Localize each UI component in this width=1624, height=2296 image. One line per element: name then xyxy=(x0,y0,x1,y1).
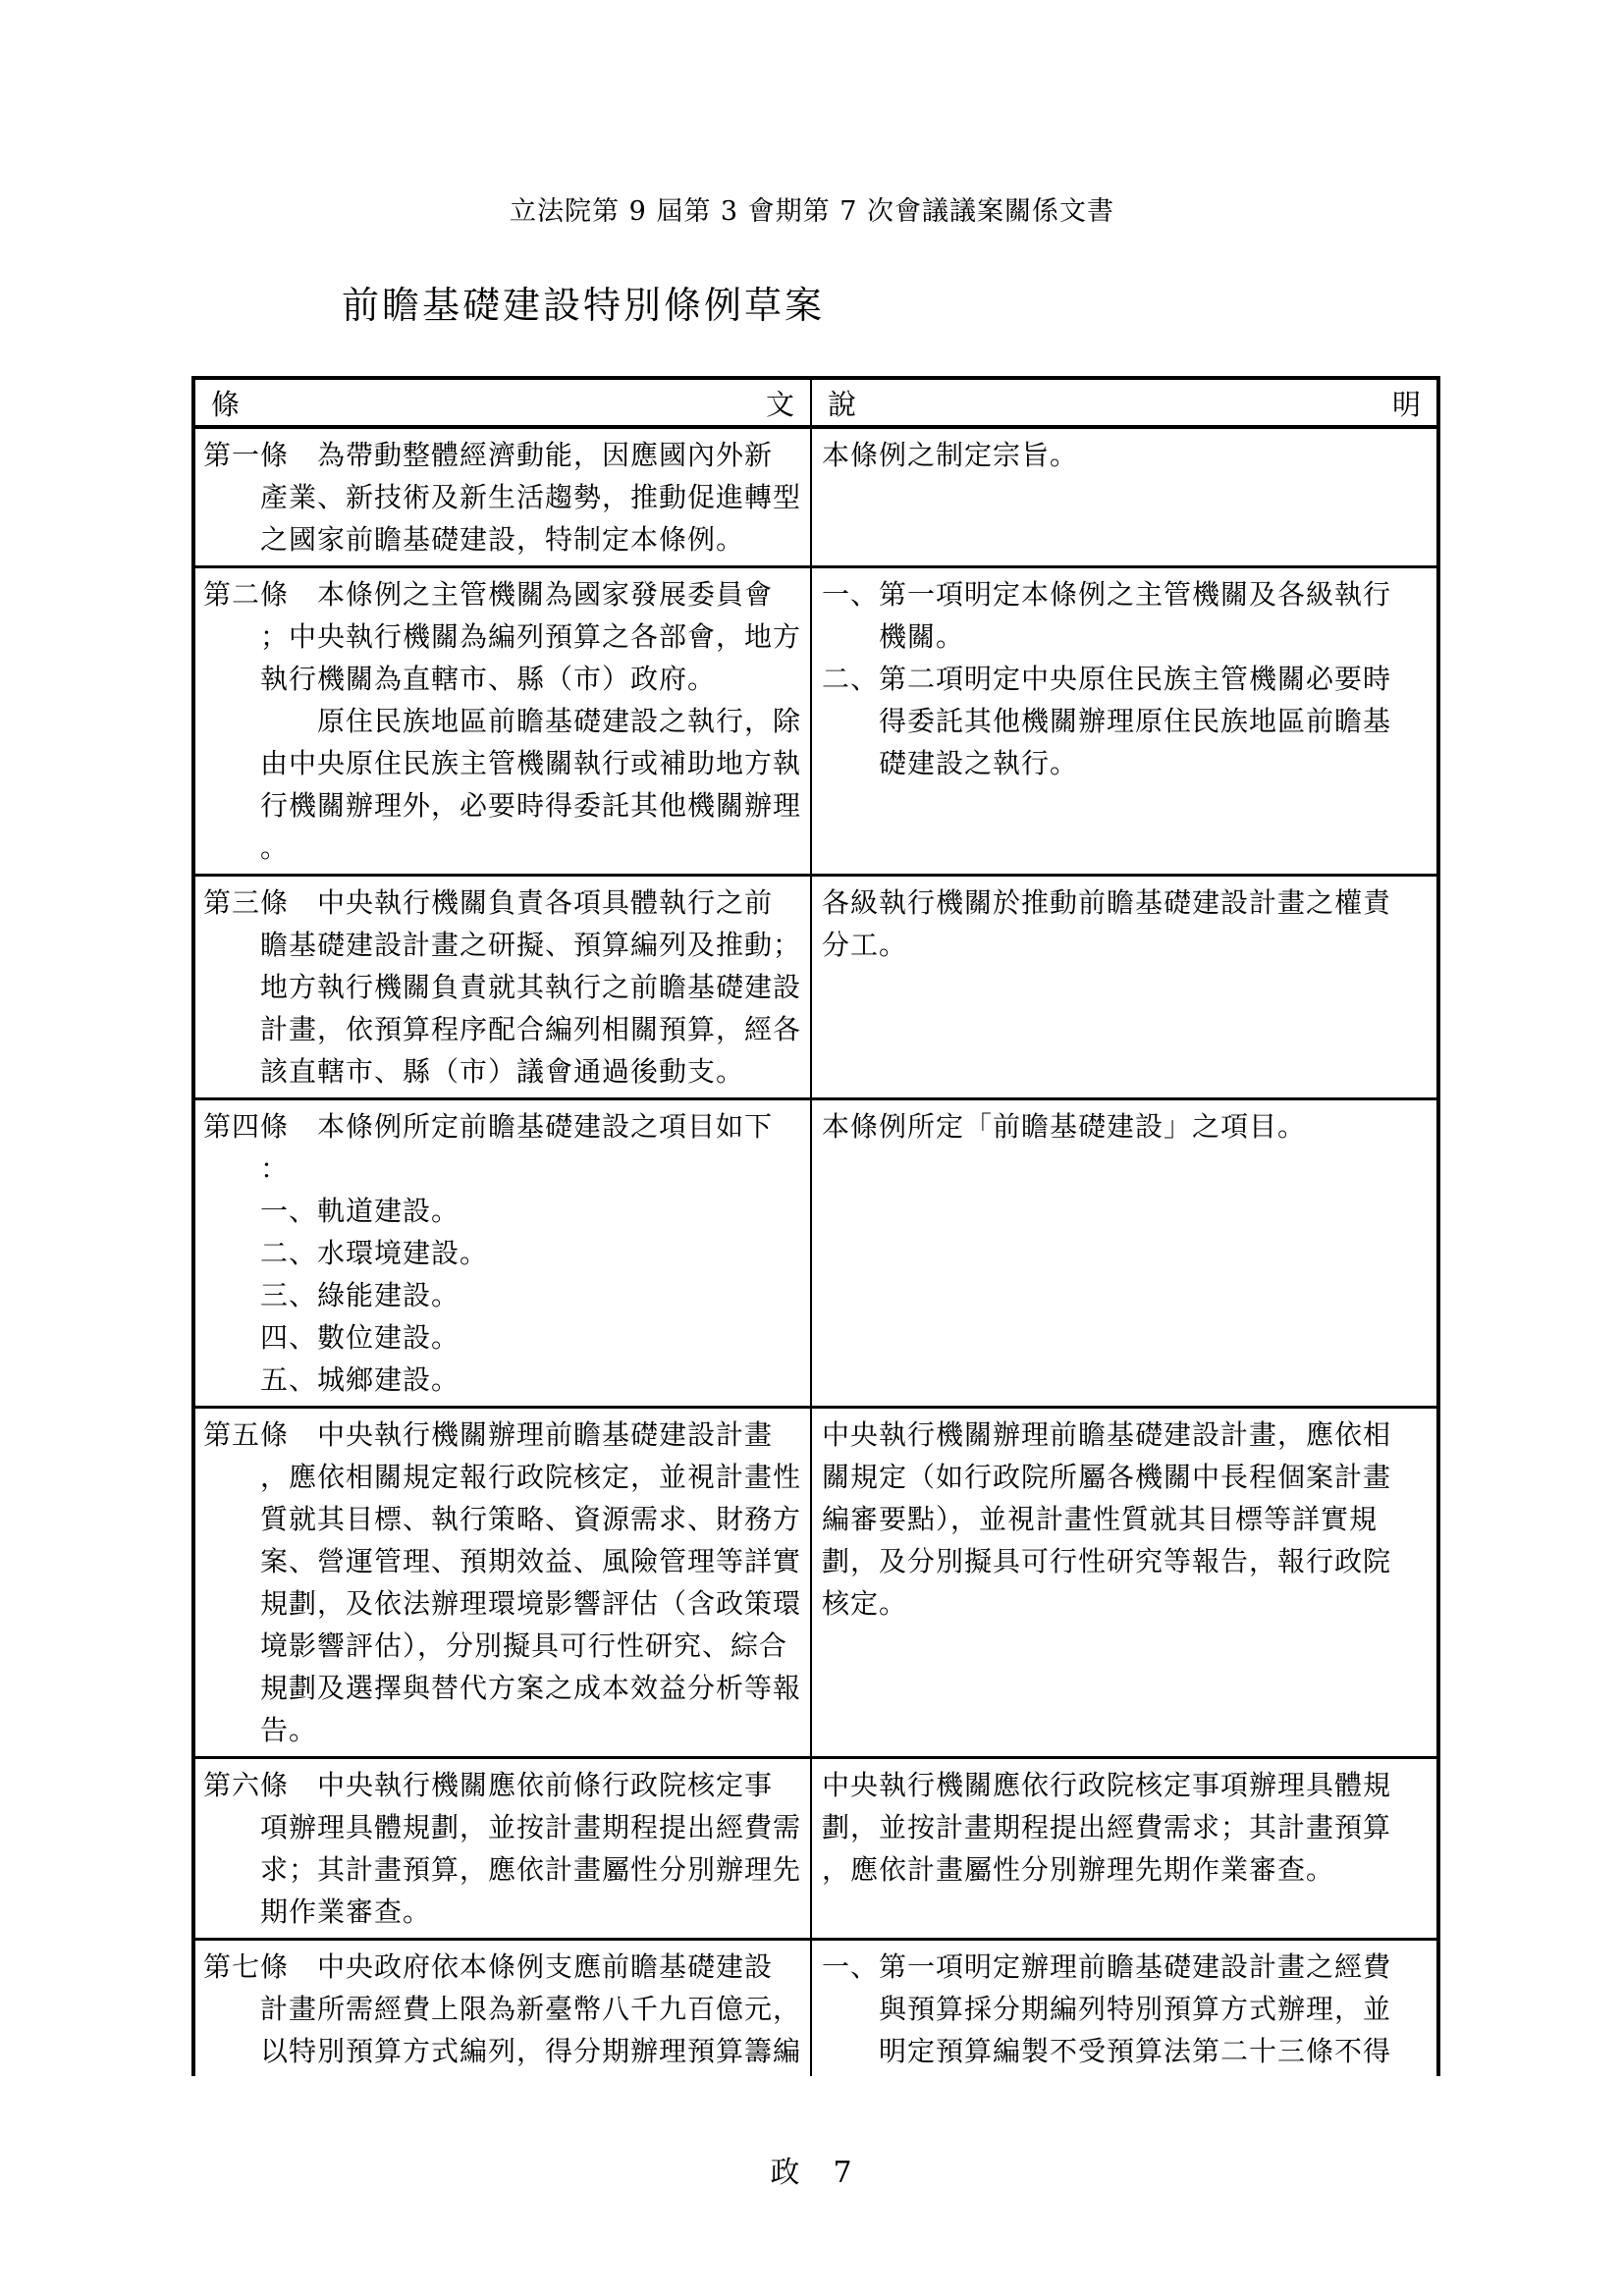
explanation-line: ，應依計畫屬性分別辦理先期作業審查。 xyxy=(822,1853,1335,1886)
article-line: 四、數位建設。 xyxy=(260,1321,460,1354)
explanation-line: 劃，及分別擬具可行性研究等報告，報行政院 xyxy=(822,1545,1392,1577)
table-row xyxy=(195,429,1436,568)
explanation-line: 二、第二項明定中央原住民族主管機關必要時 xyxy=(822,663,1392,695)
article-cell xyxy=(195,1409,812,1756)
article-line: 一、軌道建設。 xyxy=(260,1195,460,1227)
article-line: 執行機關為直轄市、縣（市）政府。 xyxy=(260,663,717,695)
explanation-line: 中央執行機關辦理前瞻基礎建設計畫，應依相 xyxy=(822,1418,1392,1451)
explanation-line: 本條例之制定宗旨。 xyxy=(822,439,1079,471)
explanation-cell xyxy=(812,1759,1436,1938)
article-line: ，應依相關規定報行政院核定，並視計畫性 xyxy=(260,1461,802,1493)
article-line: 計畫，依預算程序配合編列相關預算，經各 xyxy=(260,1013,802,1045)
article-line: 該直轄市、縣（市）議會通過後動支。 xyxy=(260,1055,745,1088)
article-cell xyxy=(195,568,812,874)
table-row xyxy=(195,568,1436,877)
table-row xyxy=(195,1409,1436,1759)
table-header-articles xyxy=(195,380,812,425)
article-cell xyxy=(195,877,812,1097)
header-articles-last-char: 文 xyxy=(765,387,794,421)
explanation-line: 與預算採分期編列特別預算方式辦理，並 xyxy=(879,1993,1392,2025)
explanation-line: 一、第一項明定本條例之主管機關及各級執行 xyxy=(822,578,1392,611)
article-line: 第一條 為帶動整體經濟動能，因應國內外新 xyxy=(203,439,774,471)
article-line: 案、營運管理、預期效益、風險管理等詳實 xyxy=(260,1545,802,1577)
article-line: ： xyxy=(260,1152,290,1185)
table-header-row xyxy=(195,380,1436,429)
table-row xyxy=(195,1100,1436,1409)
explanation-line: 得委託其他機關辦理原住民族地區前瞻基 xyxy=(879,705,1392,737)
article-line: 第四條 本條例所定前瞻基礎建設之項目如下 xyxy=(203,1110,774,1143)
header-articles-first-char: 條 xyxy=(211,387,241,421)
explanation-line: 各級執行機關於推動前瞻基礎建設計畫之權責 xyxy=(822,886,1392,919)
explanation-line: 機關。 xyxy=(879,620,965,653)
explanation-line: 核定。 xyxy=(822,1587,908,1620)
bill-table-body xyxy=(195,429,1436,2076)
article-cell xyxy=(195,1759,812,1938)
explanation-cell xyxy=(812,1941,1436,2076)
explanation-line: 礎建設之執行。 xyxy=(879,747,1079,779)
article-line: 。 xyxy=(260,831,290,864)
article-line: 求；其計畫預算，應依計畫屬性分別辦理先 xyxy=(260,1853,802,1886)
article-cell xyxy=(195,1941,812,2076)
header-explanation-first-char: 說 xyxy=(828,387,857,421)
explanation-line: 中央執行機關應依行政院核定事項辦理具體規 xyxy=(822,1769,1392,1801)
article-cell xyxy=(195,429,812,565)
article-line: ；中央執行機關為編列預算之各部會，地方 xyxy=(260,620,802,653)
article-line: 第七條 中央政府依本條例支應前瞻基礎建設 xyxy=(203,1950,774,1983)
explanation-line: 編審要點），並視計畫性質就其目標等詳實規 xyxy=(822,1503,1379,1535)
article-line: 規劃及選擇與替代方案之成本效益分析等報 xyxy=(260,1672,802,1704)
article-line: 地方執行機關負責就其執行之前瞻基礎建設 xyxy=(260,971,802,1003)
table-header-explanation xyxy=(812,380,1436,425)
article-line: 第六條 中央執行機關應依前條行政院核定事 xyxy=(203,1769,774,1801)
explanation-line: 分工。 xyxy=(822,929,908,961)
explanation-line: 一、第一項明定辦理前瞻基礎建設計畫之經費 xyxy=(822,1950,1392,1983)
explanation-cell xyxy=(812,568,1436,874)
explanation-cell xyxy=(812,1409,1436,1756)
explanation-line: 本條例所定「前瞻基礎建設」之項目。 xyxy=(822,1110,1307,1143)
article-line: 以特別預算方式編列，得分期辦理預算籌編 xyxy=(260,2035,802,2067)
article-line: 質就其目標、執行策略、資源需求、財務方 xyxy=(260,1503,802,1535)
explanation-line: 關規定（如行政院所屬各機關中長程個案計畫 xyxy=(822,1461,1392,1493)
table-row xyxy=(195,877,1436,1100)
article-line: 由中央原住民族主管機關執行或補助地方執 xyxy=(260,747,802,779)
page-title: 前瞻基礎建設特別條例草案 xyxy=(342,284,826,327)
article-line: 第三條 中央執行機關負責各項具體執行之前 xyxy=(203,886,774,919)
explanation-cell xyxy=(812,1100,1436,1406)
explanation-line: 劃，並按計畫期程提出經費需求；其計畫預算 xyxy=(822,1811,1392,1843)
table-row xyxy=(195,1759,1436,1941)
article-line: 告。 xyxy=(260,1714,318,1746)
explanation-line: 明定預算編製不受預算法第二十三條不得 xyxy=(879,2035,1392,2067)
article-line: 產業、新技術及新生活趨勢，推動促進轉型 xyxy=(260,481,802,513)
article-line: 原住民族地區前瞻基礎建設之執行，除 xyxy=(317,705,802,737)
bill-comparison-table xyxy=(191,376,1440,2076)
article-line: 行機關辦理外，必要時得委託其他機關辦理 xyxy=(260,789,802,822)
article-line: 期作業審查。 xyxy=(260,1896,432,1928)
article-line: 境影響評估），分別擬具可行性研究、綜合 xyxy=(260,1629,788,1662)
article-line: 項辦理具體規劃，並按計畫期程提出經費需 xyxy=(260,1811,802,1843)
explanation-cell xyxy=(812,429,1436,565)
document-header: 立法院第 9 屆第 3 會期第 7 次會議議案關係文書 xyxy=(509,196,1115,227)
table-row xyxy=(195,1941,1436,2076)
article-line: 二、水環境建設。 xyxy=(260,1237,489,1269)
article-line: 計畫所需經費上限為新臺幣八千九百億元， xyxy=(260,1993,802,2025)
header-explanation-last-char: 明 xyxy=(1391,387,1421,421)
page-number: 政 7 xyxy=(770,2156,854,2190)
explanation-cell xyxy=(812,877,1436,1097)
article-line: 第二條 本條例之主管機關為國家發展委員會 xyxy=(203,578,774,611)
article-cell xyxy=(195,1100,812,1406)
article-line: 之國家前瞻基礎建設，特制定本條例。 xyxy=(260,523,745,556)
article-line: 第五條 中央執行機關辦理前瞻基礎建設計畫 xyxy=(203,1418,774,1451)
article-line: 三、綠能建設。 xyxy=(260,1279,460,1311)
article-line: 五、城鄉建設。 xyxy=(260,1363,460,1396)
article-line: 瞻基礎建設計畫之研擬、預算編列及推動； xyxy=(260,929,802,961)
article-line: 規劃，及依法辦理環境影響評估（含政策環 xyxy=(260,1587,802,1620)
